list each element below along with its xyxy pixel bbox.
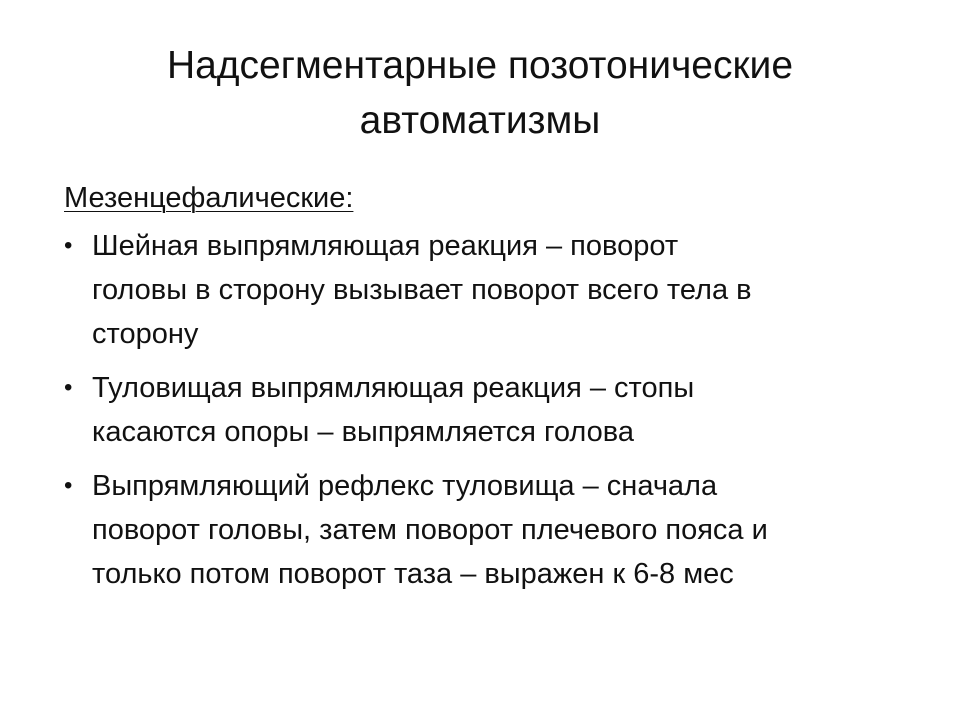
bullet-3-line-3: только потом поворот таза – выражен к 6-8 мес <box>92 558 734 590</box>
bullet-item-3 <box>64 464 924 596</box>
bullet-1-line-3: сторону <box>92 318 199 350</box>
bullet-dot-icon: • <box>64 374 73 401</box>
bullet-1-line-1: Шейная выпрямляющая реакция – поворот <box>92 230 679 262</box>
bullet-3-line-1: Выпрямляющий рефлекс туловища – сначала <box>92 470 718 502</box>
bullet-dot-icon: • <box>64 472 73 499</box>
title-line-2: автоматизмы <box>359 99 601 142</box>
slide-title <box>60 38 900 148</box>
bullet-1-line-2: головы в сторону вызывает поворот всего тела в <box>92 274 752 306</box>
bullet-2-line-2: касаются опоры – выпрямляется голова <box>92 416 635 448</box>
bullet-2-line-1: Туловищая выпрямляющая реакция – стопы <box>92 372 695 404</box>
bullet-item-1 <box>64 224 924 356</box>
title-line-1: Надсегментарные позотонические <box>166 44 794 87</box>
bullet-3-line-2: поворот головы, затем поворот плечевого пояса и <box>92 514 768 546</box>
bullet-dot-icon: • <box>64 232 73 259</box>
bullet-item-2 <box>64 366 924 454</box>
slide-content <box>64 176 924 606</box>
section-subheading: Мезенцефалические: <box>64 182 354 214</box>
bullet-list <box>64 224 924 596</box>
